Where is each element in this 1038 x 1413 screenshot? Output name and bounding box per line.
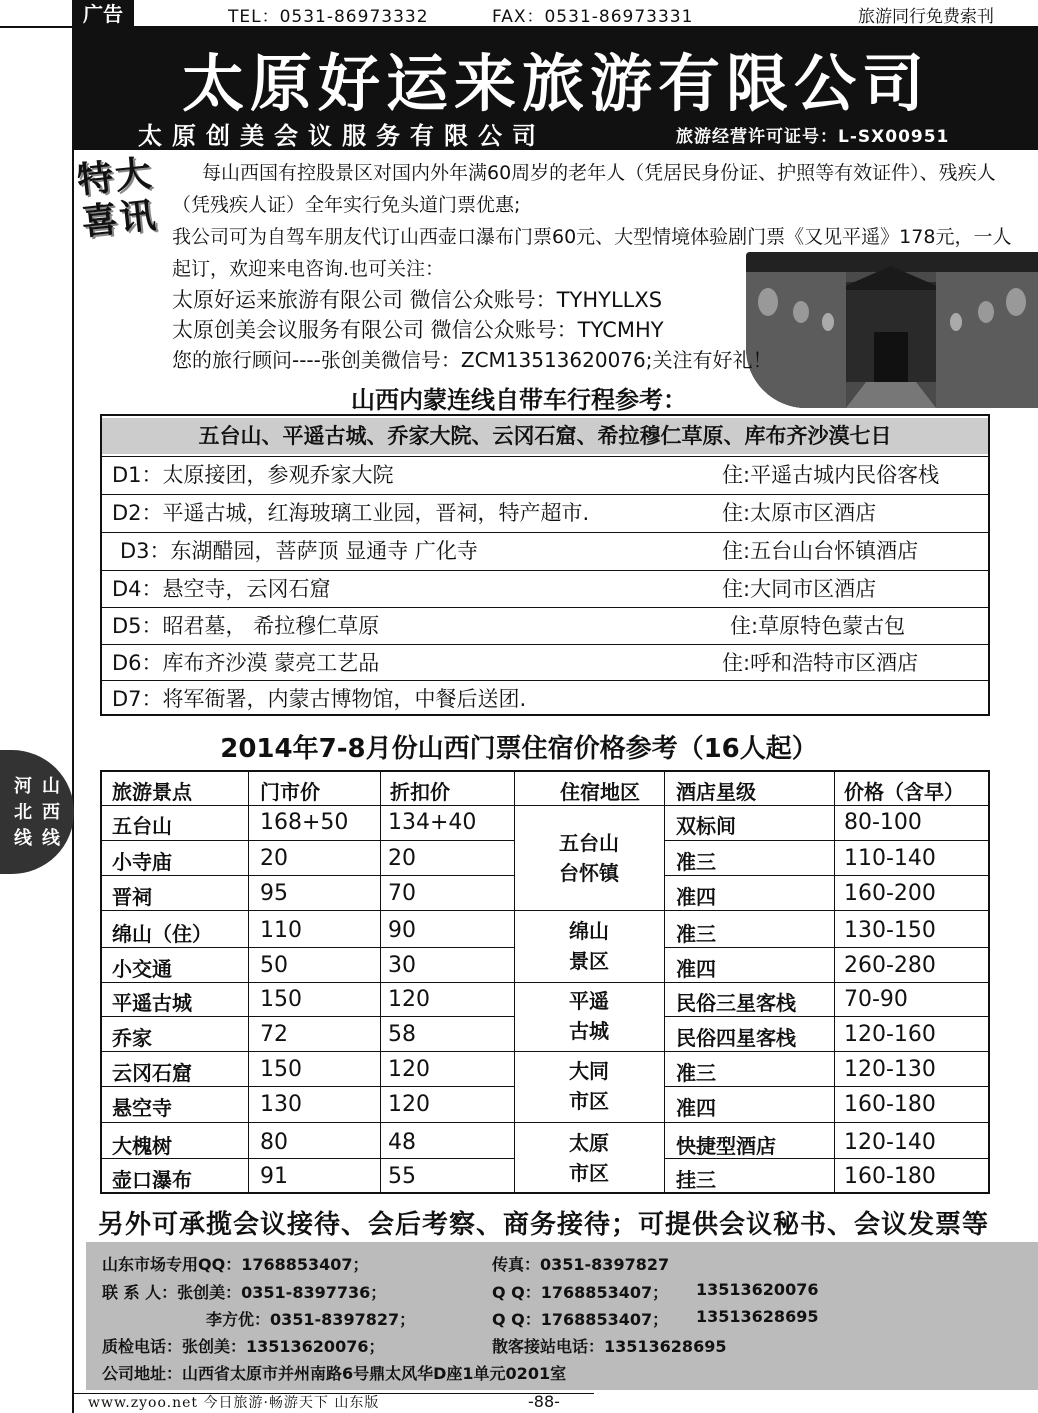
hotel-grade: 准四: [676, 1096, 716, 1120]
notice-line: 起订，欢迎来电咨询.也可关注：: [172, 258, 445, 280]
table-divider: [514, 910, 990, 911]
itinerary-row: [102, 680, 988, 717]
area-line: 台怀镇: [559, 861, 619, 885]
column-header: 折扣价: [390, 780, 450, 804]
table-divider: [100, 1016, 514, 1017]
ad-label: 广告: [72, 0, 134, 28]
discount-price: 55: [388, 1164, 416, 1189]
contact-qq-1: Q Q：1768853407；: [492, 1283, 669, 1302]
contact-mobile-1: 13513620076: [696, 1280, 819, 1299]
area-line: 平遥: [569, 989, 609, 1013]
table-divider: [100, 1122, 514, 1123]
table-divider: [100, 910, 514, 911]
footer-website: www.zyoo.net 今日旅游·畅游天下 山东版: [88, 1395, 380, 1411]
column-header: 住宿地区: [560, 780, 640, 804]
left-margin-line: [72, 0, 74, 1413]
price-title: 2014年7-8月份山西门票住宿价格参考（16人起）: [220, 734, 818, 764]
itinerary-day: D1：太原接团，参观乔家大院: [112, 463, 394, 487]
spot-name: 云冈石窟: [112, 1061, 192, 1085]
itinerary-hotel: 住:太原市区酒店: [722, 501, 877, 525]
area-line: 市区: [569, 1089, 609, 1113]
advisor-line: 您的旅行顾问----张创美微信号：ZCM13513620076;关注有好礼！: [172, 348, 773, 372]
table-divider: [100, 875, 514, 876]
contact-person-1: 联 系 人：张创美：0351-8397736；: [102, 1283, 387, 1302]
column-header: 酒店星级: [676, 780, 756, 804]
hotel-grade: 准三: [676, 850, 716, 874]
side-tab-left-col: 河 北 线: [14, 776, 32, 849]
spot-name: 平遥古城: [112, 991, 192, 1015]
discount-price: 48: [388, 1130, 416, 1155]
top-fax: FAX：0531-86973331: [492, 7, 694, 27]
spot-name: 悬空寺: [112, 1096, 172, 1120]
contact-station: 散客接站电话：13513628695: [492, 1337, 727, 1356]
itinerary-hotel: 住:草原特色蒙古包: [730, 614, 906, 638]
list-price: 150: [260, 1057, 302, 1082]
area-cell: [516, 1128, 662, 1188]
itinerary-row: [102, 644, 988, 681]
area-line: 大同: [569, 1059, 609, 1083]
hotel-price: 70-90: [844, 987, 908, 1012]
table-divider: [514, 1051, 990, 1052]
area-line: 五台山: [559, 831, 619, 855]
column-header: 门市价: [260, 780, 320, 804]
spot-name: 小寺庙: [112, 850, 172, 874]
itinerary-row: [102, 570, 988, 607]
table-divider: [664, 947, 990, 948]
hotel-grade: 民俗四星客栈: [676, 1026, 796, 1050]
discount-price: 120: [388, 1092, 430, 1117]
list-price: 91: [260, 1164, 288, 1189]
spot-name: 晋祠: [112, 885, 152, 909]
top-free-note: 旅游同行免费索刊: [858, 7, 994, 27]
table-divider: [100, 840, 514, 841]
itinerary-row: [102, 532, 988, 569]
hotel-price: 120-140: [844, 1130, 936, 1155]
itinerary-row: [102, 456, 988, 493]
itinerary-day: D5：昭君墓， 希拉穆仁草原: [112, 614, 380, 638]
side-region-tab: [0, 750, 74, 874]
table-divider: [100, 805, 990, 806]
table-divider: [100, 947, 514, 948]
itinerary-day: D7：将军衙署，内蒙古博物馆，中餐后送团.: [112, 687, 527, 711]
spot-name: 大槐树: [112, 1134, 172, 1158]
discount-price: 70: [388, 881, 416, 906]
table-divider: [514, 982, 990, 983]
itinerary-hotel: 住:呼和浩特市区酒店: [722, 651, 919, 675]
hotel-price: 160-180: [844, 1092, 936, 1117]
license-number: 旅游经营许可证号：L-SX00951: [676, 127, 950, 147]
itinerary-row: [102, 494, 988, 531]
discount-price: 58: [388, 1022, 416, 1047]
table-divider: [100, 982, 514, 983]
hotel-price: 160-200: [844, 881, 936, 906]
contact-mobile-2: 13513628695: [696, 1307, 819, 1326]
itinerary-hotel: 住:大同市区酒店: [722, 577, 877, 601]
notice-line: 每山西国有控股景区对国内外年满60周岁的老年人（凭居民身份证、护照等有效证件）、残疾人: [202, 162, 996, 184]
notice-line: 我公司可为自驾车朋友代订山西壶口瀑布门票60元、大型情境体验剧门票《又见平遥》178元，一人: [172, 226, 1012, 248]
list-price: 168+50: [260, 810, 349, 835]
list-price: 72: [260, 1022, 288, 1047]
spot-name: 壶口瀑布: [112, 1168, 192, 1192]
column-header: 价格（含早）: [844, 780, 964, 804]
contact-address: 公司地址：山西省太原市并州南路6号鼎太风华D座1单元0201室: [102, 1364, 567, 1383]
notice-badge: 特大喜讯: [75, 153, 160, 244]
spot-name: 绵山（住）: [112, 922, 212, 946]
area-line: 市区: [569, 1161, 609, 1185]
area-line: 景区: [569, 949, 609, 973]
contact-quality: 质检电话：张创美：13513620076；: [102, 1337, 385, 1356]
top-tel: TEL：0531-86973332: [228, 7, 429, 27]
itinerary-day: D2：平遥古城，红海玻璃工业园，晋祠，特产超市.: [112, 501, 590, 525]
table-divider: [100, 1086, 514, 1087]
table-divider: [514, 1122, 990, 1123]
area-line: 绵山: [569, 919, 609, 943]
spot-name: 五台山: [112, 814, 172, 838]
route-title: 山西内蒙连线自带车行程参考：: [351, 386, 687, 414]
itinerary-day: D4：悬空寺，云冈石窟: [112, 577, 331, 601]
spot-name: 乔家: [112, 1026, 152, 1050]
table-divider: [100, 1051, 514, 1052]
hotel-grade: 民俗三星客栈: [676, 991, 796, 1015]
list-price: 110: [260, 918, 302, 943]
hotel-price: 160-180: [844, 1164, 936, 1189]
hotel-price: 80-100: [844, 810, 922, 835]
discount-price: 134+40: [388, 810, 477, 835]
list-price: 95: [260, 881, 288, 906]
discount-price: 30: [388, 953, 416, 978]
hotel-price: 130-150: [844, 918, 936, 943]
area-line: 太原: [569, 1131, 609, 1155]
wechat-line: 太原好运来旅游有限公司 微信公众账号：TYHYLLXS: [172, 288, 663, 312]
wechat-line: 太原创美会议服务有限公司 微信公众账号：TYCMHY: [172, 318, 664, 342]
area-cell: [516, 828, 662, 888]
contact-fax: 传真：0351-8397827: [492, 1255, 670, 1274]
list-price: 50: [260, 953, 288, 978]
itinerary-hotel: 住:五台山台怀镇酒店: [722, 539, 919, 563]
hotel-price: 120-160: [844, 1022, 936, 1047]
hotel-grade: 准三: [676, 1061, 716, 1085]
table-divider: [664, 1016, 990, 1017]
hotel-grade: 准四: [676, 957, 716, 981]
table-divider: [664, 1086, 990, 1087]
discount-price: 120: [388, 1057, 430, 1082]
discount-price: 90: [388, 918, 416, 943]
sub-company-name: 太原创美会议服务有限公司: [138, 122, 546, 150]
discount-price: 20: [388, 846, 416, 871]
company-name: 太原好运来旅游有限公司: [181, 47, 930, 120]
discount-price: 120: [388, 987, 430, 1012]
list-price: 80: [260, 1130, 288, 1155]
table-divider: [664, 840, 990, 841]
services-note: 另外可承揽会议接待、会后考察、商务接待；可提供会议秘书、会议发票等: [98, 1210, 990, 1240]
contact-qq-2: Q Q：1768853407；: [492, 1310, 669, 1329]
area-cell: [516, 1056, 662, 1116]
page-number: -88-: [528, 1392, 560, 1411]
hotel-price: 120-130: [844, 1057, 936, 1082]
hotel-grade: 双标间: [676, 814, 736, 838]
contact-qq-market: 山东市场专用QQ：1768853407；: [102, 1255, 369, 1274]
hotel-price: 110-140: [844, 846, 936, 871]
list-price: 20: [260, 846, 288, 871]
area-cell: [516, 916, 662, 976]
side-tab-right-col: 山 西 线: [42, 776, 60, 849]
spot-name: 小交通: [112, 957, 172, 981]
itinerary-day: D6：库布齐沙漠 蒙亮工艺品: [112, 651, 380, 675]
hotel-grade: 挂三: [676, 1168, 716, 1192]
area-cell: [516, 986, 662, 1046]
hotel-grade: 快捷型酒店: [676, 1134, 776, 1158]
area-line: 古城: [569, 1019, 609, 1043]
itinerary-day: D3：东湖醋园，菩萨顶 显通寺 广化寺: [120, 539, 478, 563]
column-header: 旅游景点: [112, 780, 192, 804]
itinerary-header: 五台山、平遥古城、乔家大院、云冈石窟、希拉穆仁草原、库布齐沙漠七日: [102, 418, 988, 454]
hotel-price: 260-280: [844, 953, 936, 978]
notice-line: （凭残疾人证）全年实行免头道门票优惠;: [172, 194, 521, 216]
list-price: 130: [260, 1092, 302, 1117]
itinerary-row: [102, 607, 988, 644]
hotel-grade: 准三: [676, 922, 716, 946]
itinerary-hotel: 住:平遥古城内民俗客栈: [722, 463, 940, 487]
list-price: 150: [260, 987, 302, 1012]
contact-person-2: 李方优：0351-8397827；: [206, 1310, 416, 1329]
table-divider: [664, 875, 990, 876]
hotel-grade: 准四: [676, 885, 716, 909]
